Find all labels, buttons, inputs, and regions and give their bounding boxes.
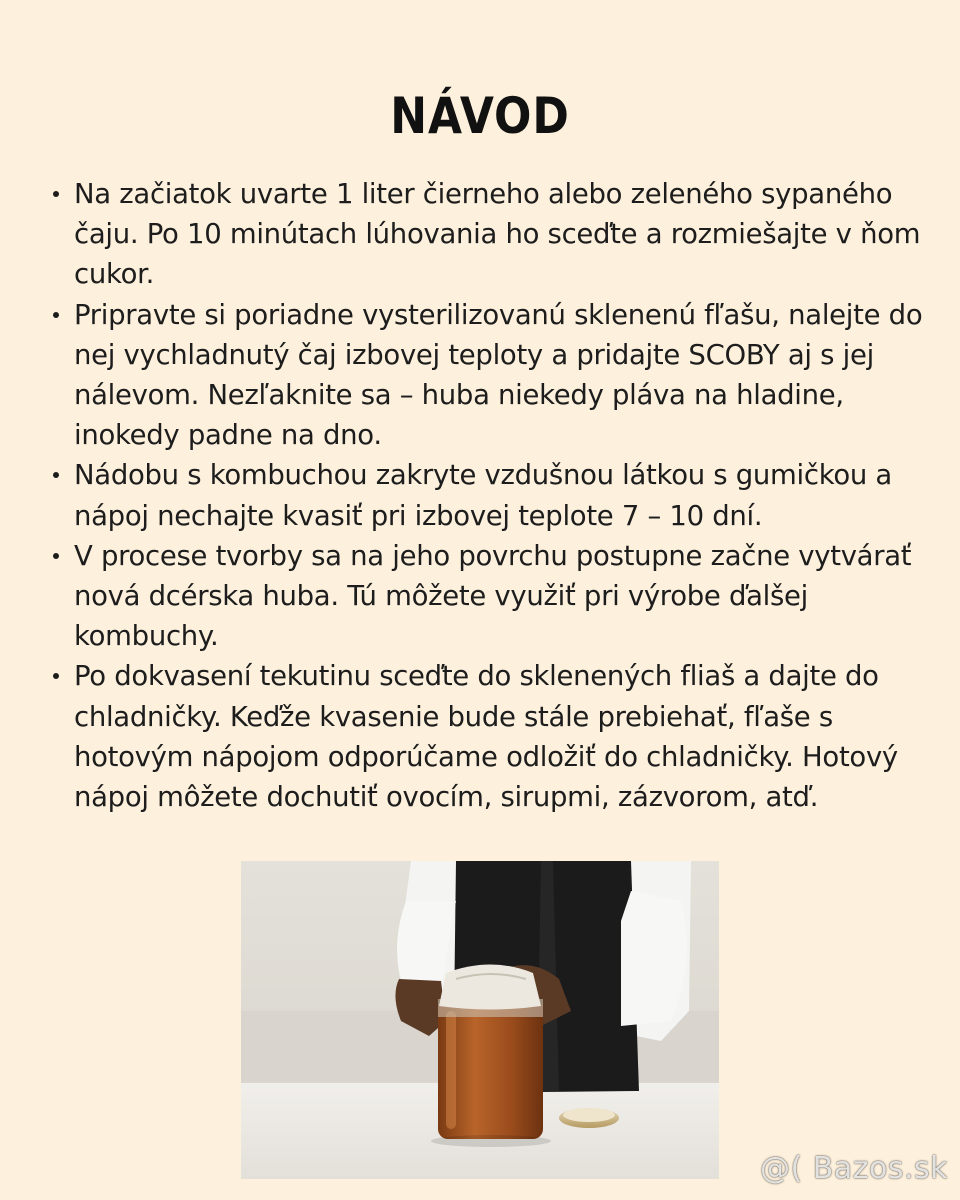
watermark: @( Bazos.sk (760, 1151, 948, 1186)
instruction-step (44, 656, 956, 817)
instruction-text: V procese tvorby sa na jeho povrchu postupne začne vytvárať nová dcérska huba. Tú môžete využiť pri výrobe ďalšej kombuchy. (74, 539, 912, 653)
instruction-step (44, 295, 956, 456)
instruction-step (44, 536, 956, 657)
instruction-step (44, 174, 956, 295)
instruction-text: Po dokvasení tekutinu sceďte do sklenených fliaš a dajte do chladničky. Keďže kvasenie bude stále prebiehať, fľaše s hotovým nápojom odporúčame odložiť do chladničky. Hotový nápoj môžete dochutiť ovocím, sirupmi, zázvorom, atď. (74, 660, 898, 814)
instruction-text: Nádobu s kombuchou zakryte vzdušnou látkou s gumičkou a nápoj nechajte kvasiť pri izbovej teplote 7 – 10 dní. (74, 459, 892, 532)
bullet-icon (53, 673, 59, 679)
instruction-text: Na začiatok uvarte 1 liter čierneho alebo zeleného sypaného čaju. Po 10 minútach lúhovania ho sceďte a rozmiešajte v ňom cukor. (74, 178, 921, 291)
bullet-icon (53, 191, 59, 197)
kombucha-jar-photo (241, 861, 719, 1179)
page-title: NÁVOD (390, 87, 570, 145)
bullet-icon (53, 312, 59, 318)
instruction-step (44, 455, 956, 535)
instructions-list (44, 174, 956, 817)
bullet-icon (53, 553, 59, 559)
instruction-text: Pripravte si poriadne vysterilizovanú sklenenú fľašu, nalejte do nej vychladnutý čaj izbovej teploty a pridajte SCOBY aj s jej nálevom. Nezľaknite sa – huba niekedy pláva na hladine, inokedy padne na dno. (74, 298, 923, 452)
bullet-icon (53, 472, 59, 478)
